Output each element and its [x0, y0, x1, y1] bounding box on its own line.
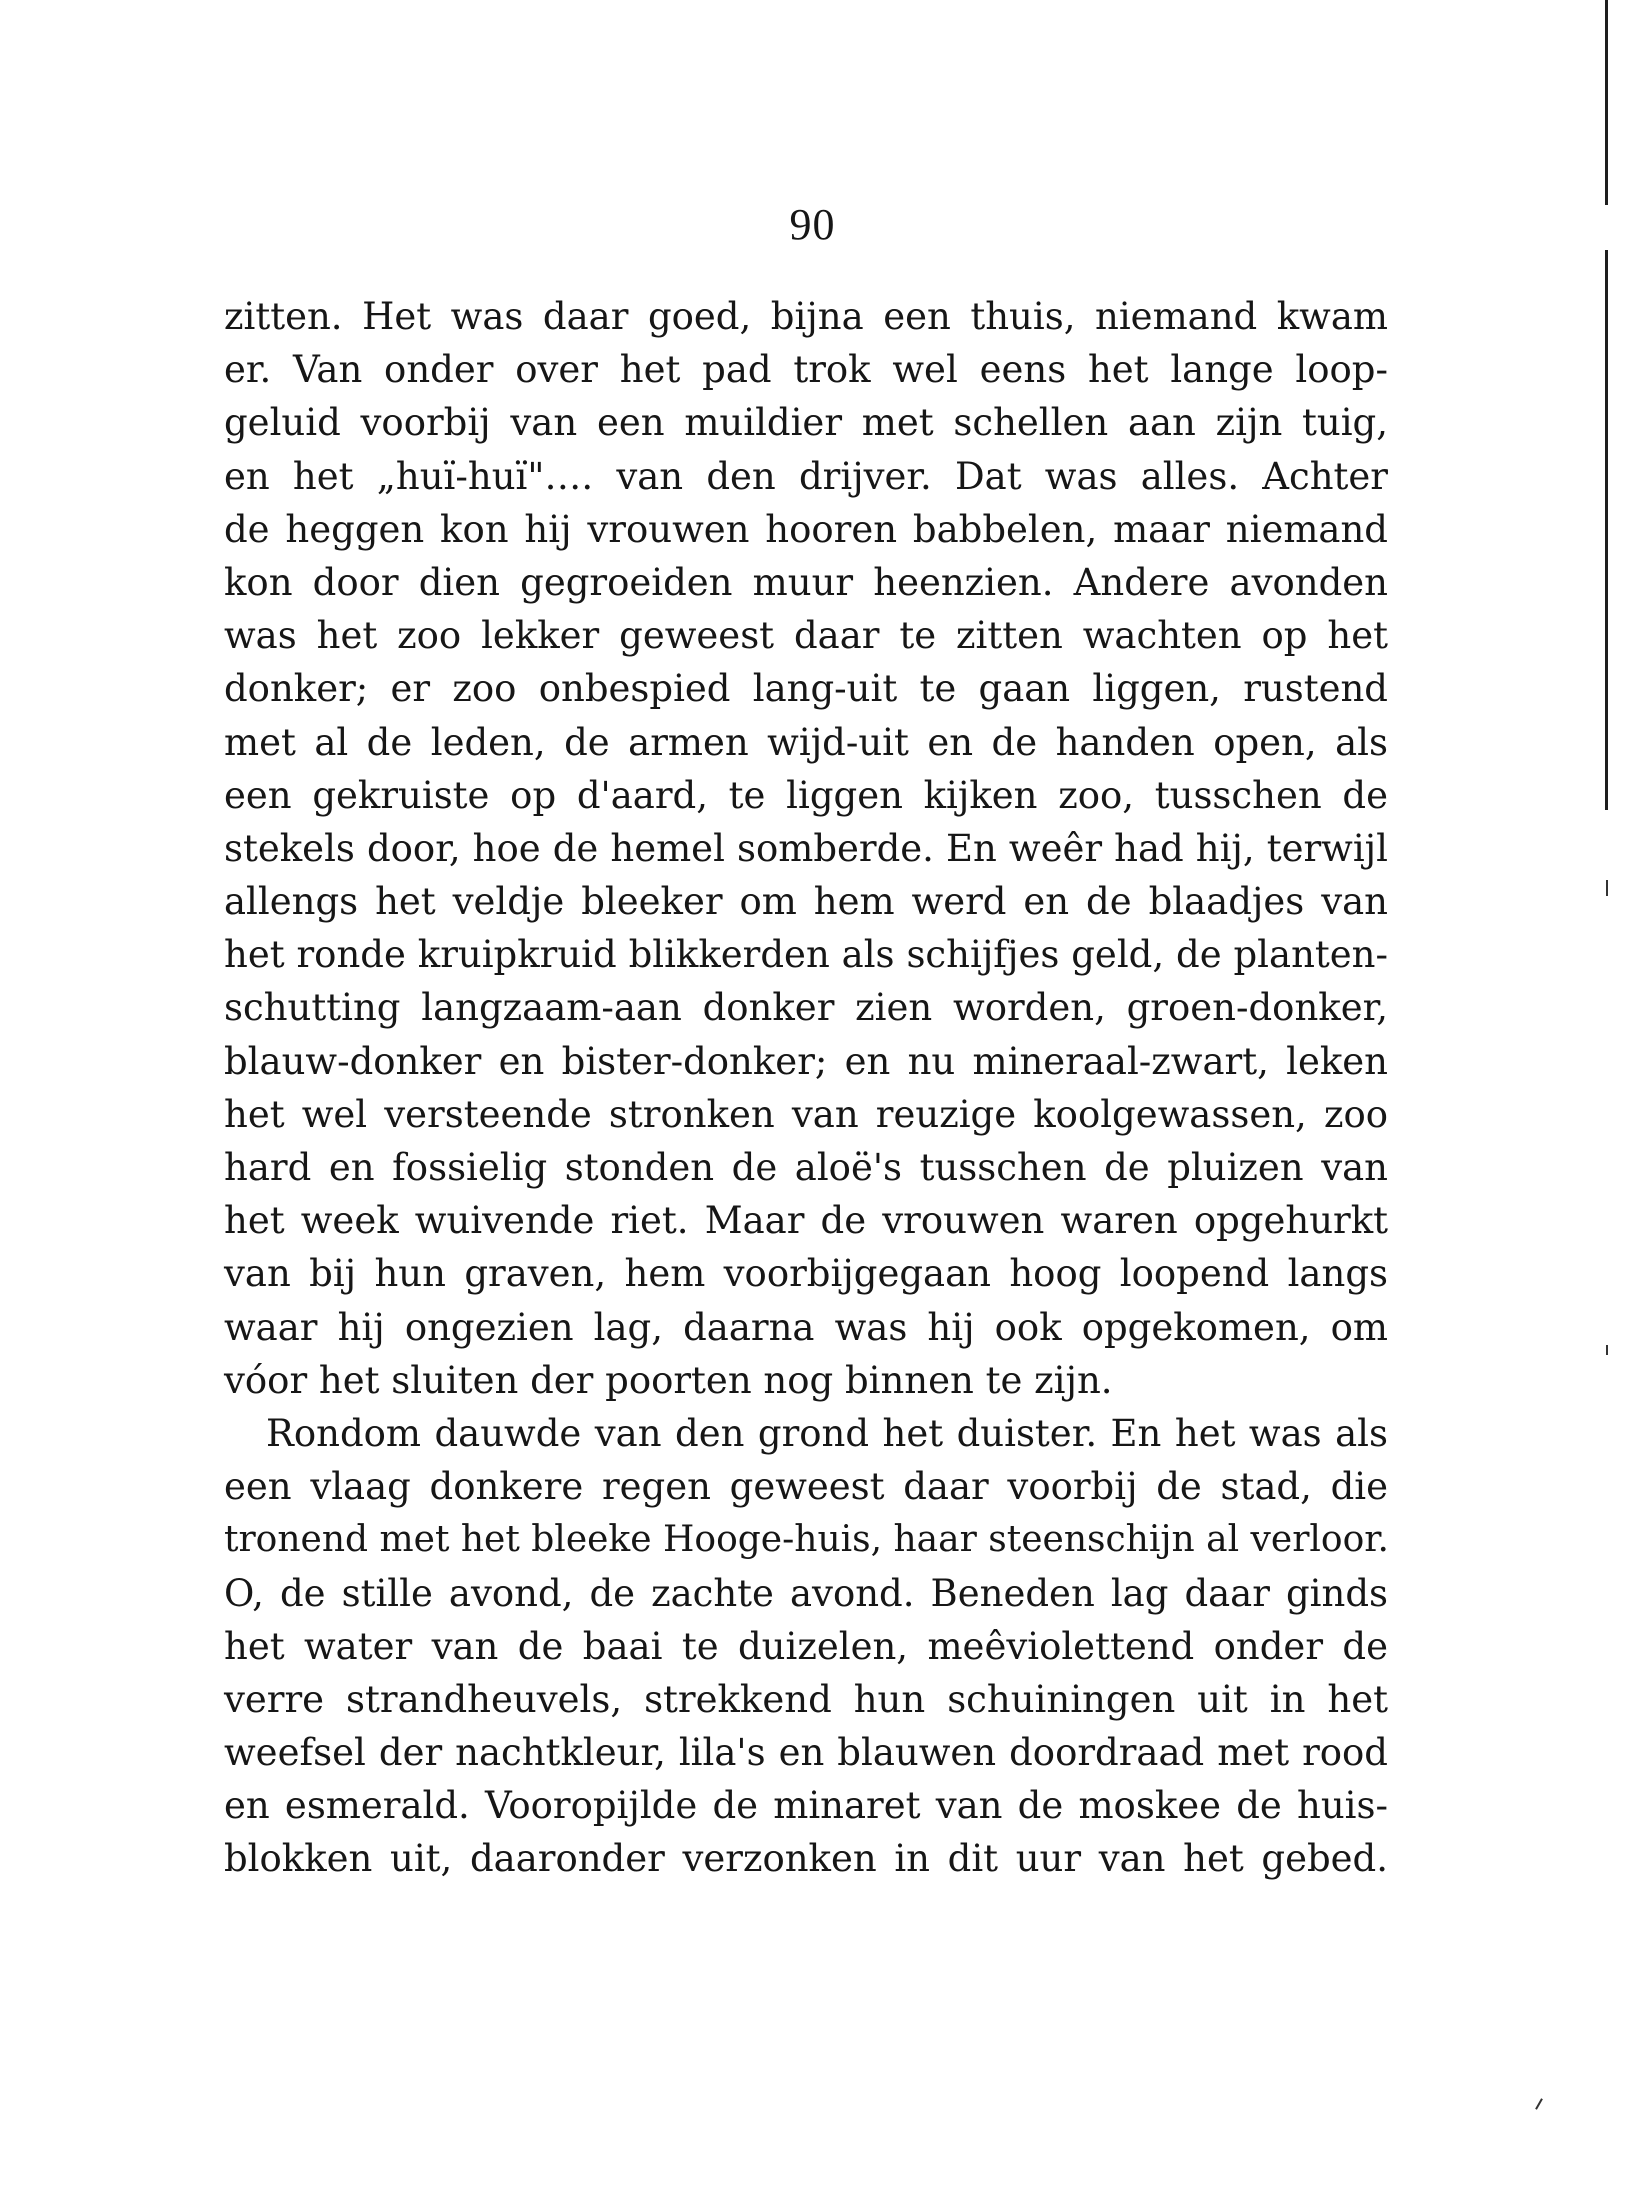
text-line: het wel versteende stronken van reuzige koolgewassen, zoo	[224, 1092, 1388, 1136]
text-line: waar hij ongezien lag, daarna was hij ook opgekomen, om	[224, 1305, 1388, 1349]
scan-speck	[1535, 2098, 1543, 2109]
text-line: verre strandheuvels, strekkend hun schuiningen uit in het	[224, 1677, 1388, 1721]
text-line: de heggen kon hij vrouwen hooren babbelen, maar niemand	[224, 507, 1388, 551]
text-line: een vlaag donkere regen geweest daar voorbij de stad, die	[224, 1465, 1388, 1509]
text-line: weefsel der nachtkleur, lila's en blauwen doordraad met rood	[224, 1731, 1388, 1775]
text-line: een gekruiste op d'aard, te liggen kijken zoo, tusschen de	[224, 773, 1388, 817]
text-line: blokken uit, daaronder verzonken in dit uur van het gebed.	[224, 1837, 1388, 1881]
text-line: was het zoo lekker geweest daar te zitten wachten op het	[224, 614, 1388, 658]
text-line: O, de stille avond, de zachte avond. Beneden lag daar ginds	[224, 1571, 1388, 1615]
text-line: met al de leden, de armen wijd-uit en de handen open, als	[224, 720, 1388, 764]
text-line: en esmerald. Vooropijlde de minaret van de moskee de huis-	[224, 1784, 1388, 1828]
text-line: kon door dien gegroeiden muur heenzien. Andere avonden	[224, 560, 1388, 604]
text-line: donker; er zoo onbespied lang-uit te gaan liggen, rustend	[224, 667, 1388, 711]
text-line: van bij hun graven, hem voorbijgegaan hoog loopend langs	[224, 1252, 1388, 1296]
text-line: er. Van onder over het pad trok wel eens het lange loop-	[224, 348, 1388, 392]
text-line: zitten. Het was daar goed, bijna een thuis, niemand kwam	[224, 295, 1388, 338]
body-text	[224, 290, 1388, 1886]
text-line: hard en fossielig stonden de aloë's tusschen de pluizen van	[224, 1146, 1388, 1189]
paragraph-end-line: vóor het sluiten der poorten nog binnen te zijn.	[224, 1358, 1113, 1402]
text-line: tronend met het bleeke Hooge-huis, haar steenschijn al verloor.	[224, 1519, 1389, 1561]
text-line: blauw-donker en bister-donker; en nu mineraal-zwart, leken	[224, 1039, 1388, 1083]
scan-speck	[1606, 880, 1608, 896]
page-number: 90	[789, 200, 836, 249]
text-line: allengs het veldje bleeker om hem werd en de blaadjes van	[224, 880, 1388, 924]
text-line: geluid voorbij van een muildier met schellen aan zijn tuig,	[224, 401, 1388, 445]
text-line: het ronde kruipkruid blikkerden als schijfjes geld, de planten-	[224, 933, 1388, 977]
text-line: en het „huï-huï"…. van den drijver. Dat was alles. Achter	[224, 454, 1388, 498]
text-line: schutting langzaam-aan donker zien worden, groen-donker,	[224, 986, 1388, 1030]
text-line: het week wuivende riet. Maar de vrouwen waren opgehurkt	[224, 1199, 1388, 1243]
scan-speck	[1606, 1345, 1608, 1355]
scan-edge-shadow	[1605, 250, 1608, 810]
text-line: stekels door, hoe de hemel somberde. En weêr had hij, terwijl	[224, 826, 1388, 870]
scan-edge-shadow	[1605, 0, 1608, 205]
text-line: het water van de baai te duizelen, meêviolettend onder de	[224, 1624, 1388, 1668]
paragraph-start-line: Rondom dauwde van den grond het duister. En het was als	[266, 1411, 1388, 1455]
